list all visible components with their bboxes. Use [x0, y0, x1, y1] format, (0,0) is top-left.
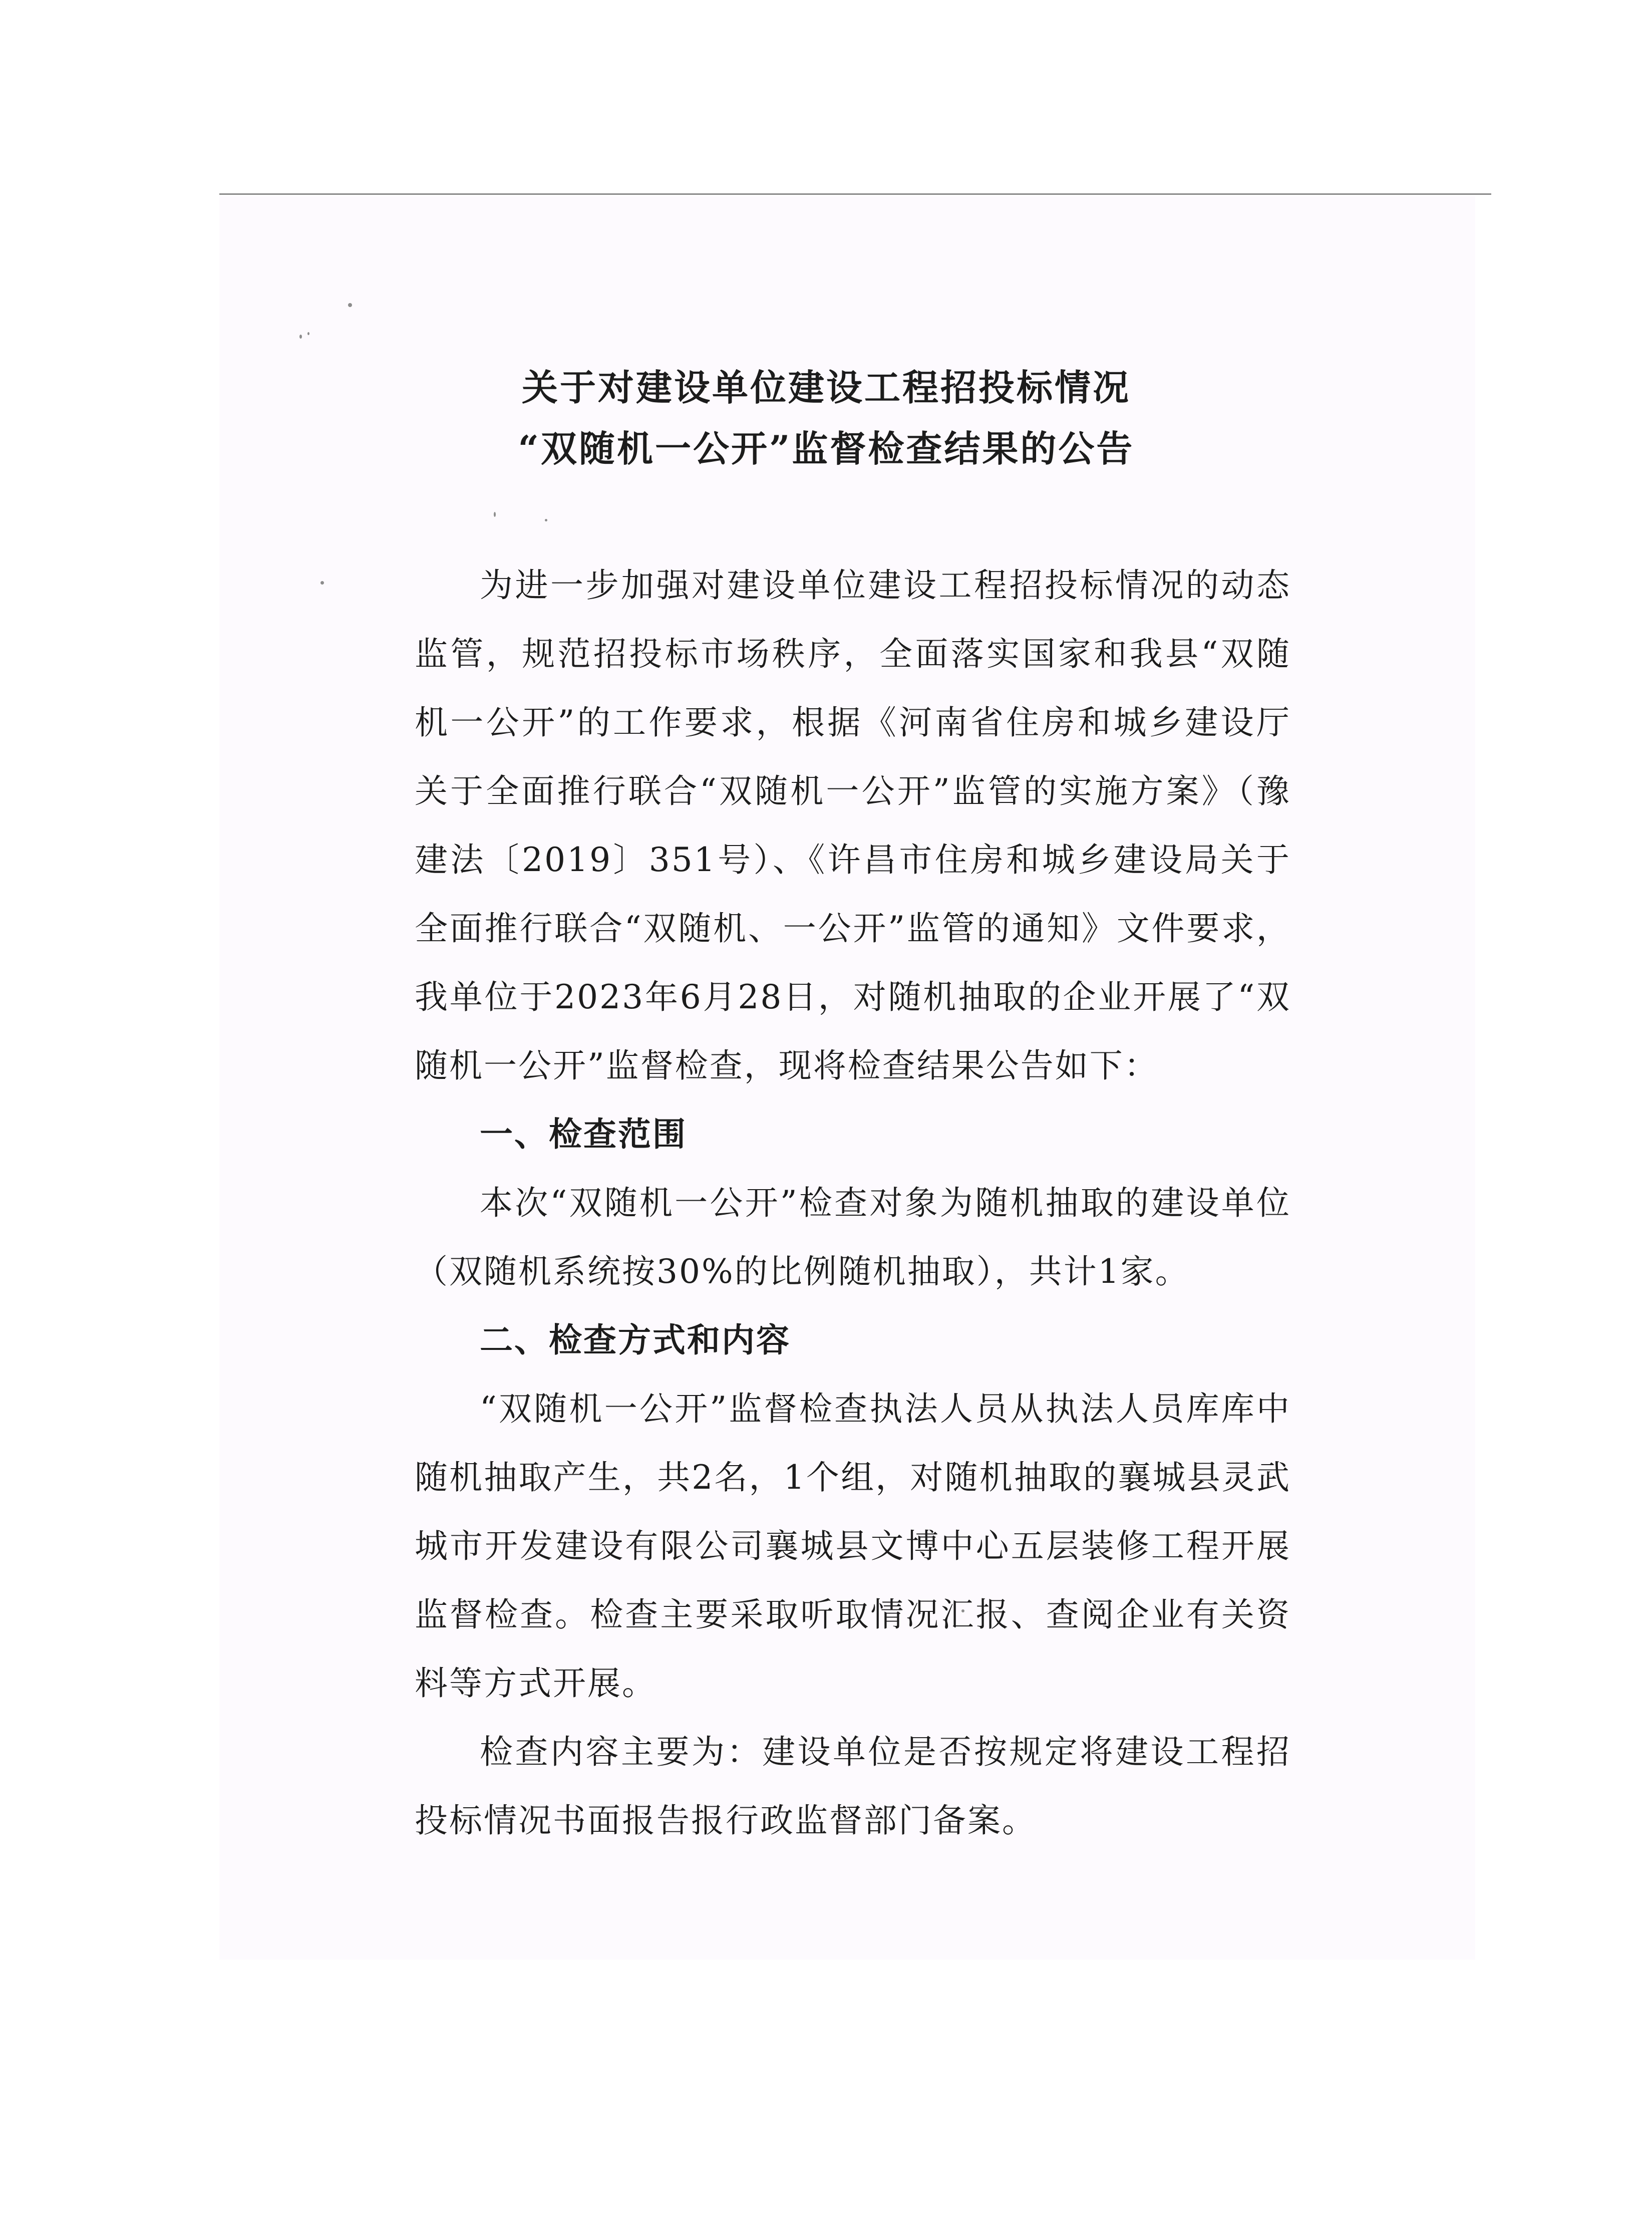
scope-paragraph: 本次“双随机一公开”检查对象为随机抽取的建设单位（双随机系统按30%的比例随机抽取），共计1家。 — [415, 1184, 1291, 1291]
section-heading-method: 二、检查方式和内容 — [480, 1320, 791, 1359]
method-paragraph: “双随机一公开”监督检查执法人员从执法人员库库中随机抽取产生，共2名，1个组，对随机抽取的襄城县灵武城市开发建设有限公司襄城县文博中心五层装修工程开展监督检查。检查主要采取听取情况汇报、查阅企业有关资料等方式开展。 — [415, 1390, 1291, 1703]
scan-speck — [320, 581, 324, 585]
scan-speck — [307, 332, 309, 335]
document-title-line-1: 关于对建设单位建设工程招投标情况 — [521, 366, 1131, 409]
scan-speck — [545, 519, 547, 521]
content-paragraph: 检查内容主要为：建设单位是否按规定将建设工程招投标情况书面报告报行政监督部门备案。 — [415, 1733, 1291, 1840]
scan-speck — [299, 335, 302, 339]
intro-paragraph: 为进一步加强对建设单位建设工程招投标情况的动态监管，规范招投标市场秩序，全面落实国家和我县“双随机一公开”的工作要求，根据《河南省住房和城乡建设厅关于全面推行联合“双随机一公开”监管的实施方案》（豫建法〔2019〕351号）、《许昌市住房和城乡建设局关于全面推行联合“双随机、一公开”监管的通知》文件要求，我单位于2023年6月28日，对随机抽取的企业开展了“双随机一公开”监督检查，现将检查结果公告如下： — [415, 566, 1291, 1085]
scan-speck — [494, 512, 496, 517]
page-top-rule — [219, 193, 1491, 195]
document-title-line-2: “双随机一公开”监督检查结果的公告 — [518, 427, 1135, 470]
section-heading-scope: 一、检查范围 — [480, 1115, 687, 1154]
document-body — [415, 551, 1291, 1855]
scan-speck — [348, 303, 352, 307]
